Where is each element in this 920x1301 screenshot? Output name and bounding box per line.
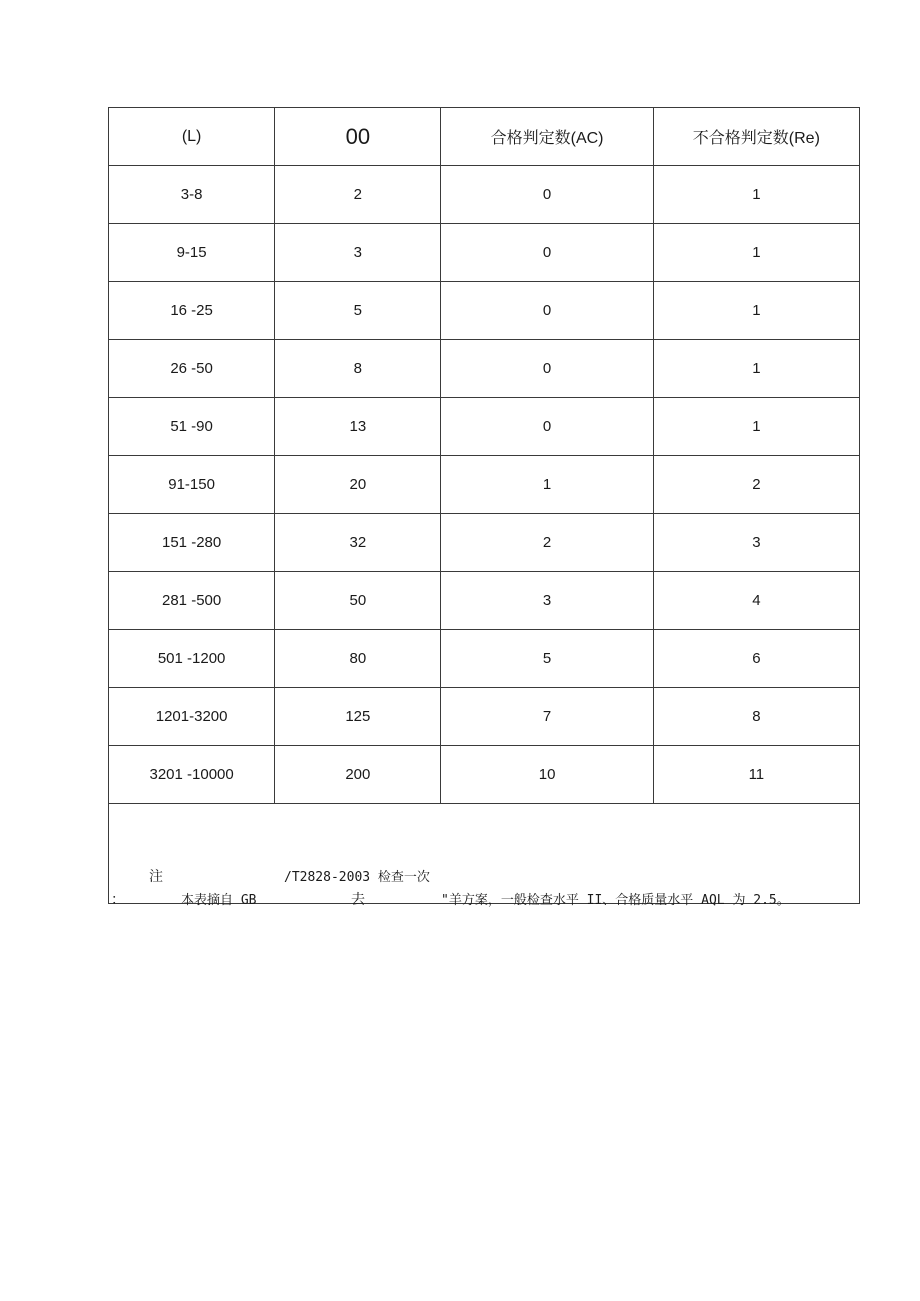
cell-sample-size: 20 (275, 456, 441, 514)
note-label: 注 (149, 869, 163, 885)
table-row (109, 630, 860, 688)
cell-lot-size: 501 -1200 (109, 630, 275, 688)
cell-ac: 0 (441, 224, 653, 282)
cell-sample-size: 200 (275, 746, 441, 804)
cell-ac: 7 (441, 688, 653, 746)
cell-lot-size: 1201-3200 (109, 688, 275, 746)
cell-sample-size: 125 (275, 688, 441, 746)
cell-lot-size: 26 -50 (109, 340, 275, 398)
cell-ac: 0 (441, 398, 653, 456)
note-plan-text: "羊方案，一般检查水平 II、合格质量水平 AQL 为 2.5。 (441, 893, 790, 908)
table-row (109, 166, 860, 224)
note-cell (109, 804, 860, 908)
cell-ac: 5 (441, 630, 653, 688)
cell-lot-size: 3-8 (109, 166, 275, 224)
cell-lot-size: 9-15 (109, 224, 275, 282)
note-standard-text: /T2828-2003 检查一次 (284, 870, 430, 885)
inspection-sheet (108, 107, 860, 908)
cell-lot-size: 16 -25 (109, 282, 275, 340)
cell-ac: 0 (441, 166, 653, 224)
cell-ac: 3 (441, 572, 653, 630)
cell-sample-size: 50 (275, 572, 441, 630)
table-header-row (109, 108, 860, 166)
table-row (109, 398, 860, 456)
table-row (109, 746, 860, 804)
cell-re: 1 (653, 224, 859, 282)
cell-lot-size: 3201 -10000 (109, 746, 275, 804)
header-rejection-number: 不合格判定数(Re) (653, 108, 859, 166)
cell-re: 6 (653, 630, 859, 688)
table-row (109, 456, 860, 514)
cell-re: 8 (653, 688, 859, 746)
header-acceptance-number: 合格判定数(AC) (441, 108, 653, 166)
note-fragment: 去 (351, 892, 365, 908)
cell-ac: 2 (441, 514, 653, 572)
cell-ac: 1 (441, 456, 653, 514)
cell-re: 2 (653, 456, 859, 514)
note-row (109, 804, 860, 904)
cell-sample-size: 32 (275, 514, 441, 572)
sampling-plan-table (108, 107, 860, 908)
cell-lot-size: 151 -280 (109, 514, 275, 572)
cell-ac: 0 (441, 340, 653, 398)
cell-sample-size: 80 (275, 630, 441, 688)
cell-sample-size: 8 (275, 340, 441, 398)
cell-ac: 10 (441, 746, 653, 804)
note-source-text: 本表摘自 GB (181, 893, 257, 908)
header-sample-size: 00 (275, 108, 441, 166)
cell-lot-size: 91-150 (109, 456, 275, 514)
table-row (109, 340, 860, 398)
cell-sample-size: 5 (275, 282, 441, 340)
cell-ac: 0 (441, 282, 653, 340)
table-row (109, 282, 860, 340)
cell-re: 1 (653, 340, 859, 398)
cell-sample-size: 2 (275, 166, 441, 224)
note-colon: ： (111, 892, 125, 908)
cell-re: 1 (653, 166, 859, 224)
cell-re: 1 (653, 398, 859, 456)
cell-re: 1 (653, 282, 859, 340)
cell-lot-size: 51 -90 (109, 398, 275, 456)
cell-re: 11 (653, 746, 859, 804)
cell-re: 4 (653, 572, 859, 630)
header-lot-size: (L) (109, 108, 275, 166)
cell-sample-size: 3 (275, 224, 441, 282)
cell-sample-size: 13 (275, 398, 441, 456)
table-row (109, 572, 860, 630)
table-row (109, 224, 860, 282)
table-row (109, 514, 860, 572)
table-row (109, 688, 860, 746)
cell-lot-size: 281 -500 (109, 572, 275, 630)
cell-re: 3 (653, 514, 859, 572)
